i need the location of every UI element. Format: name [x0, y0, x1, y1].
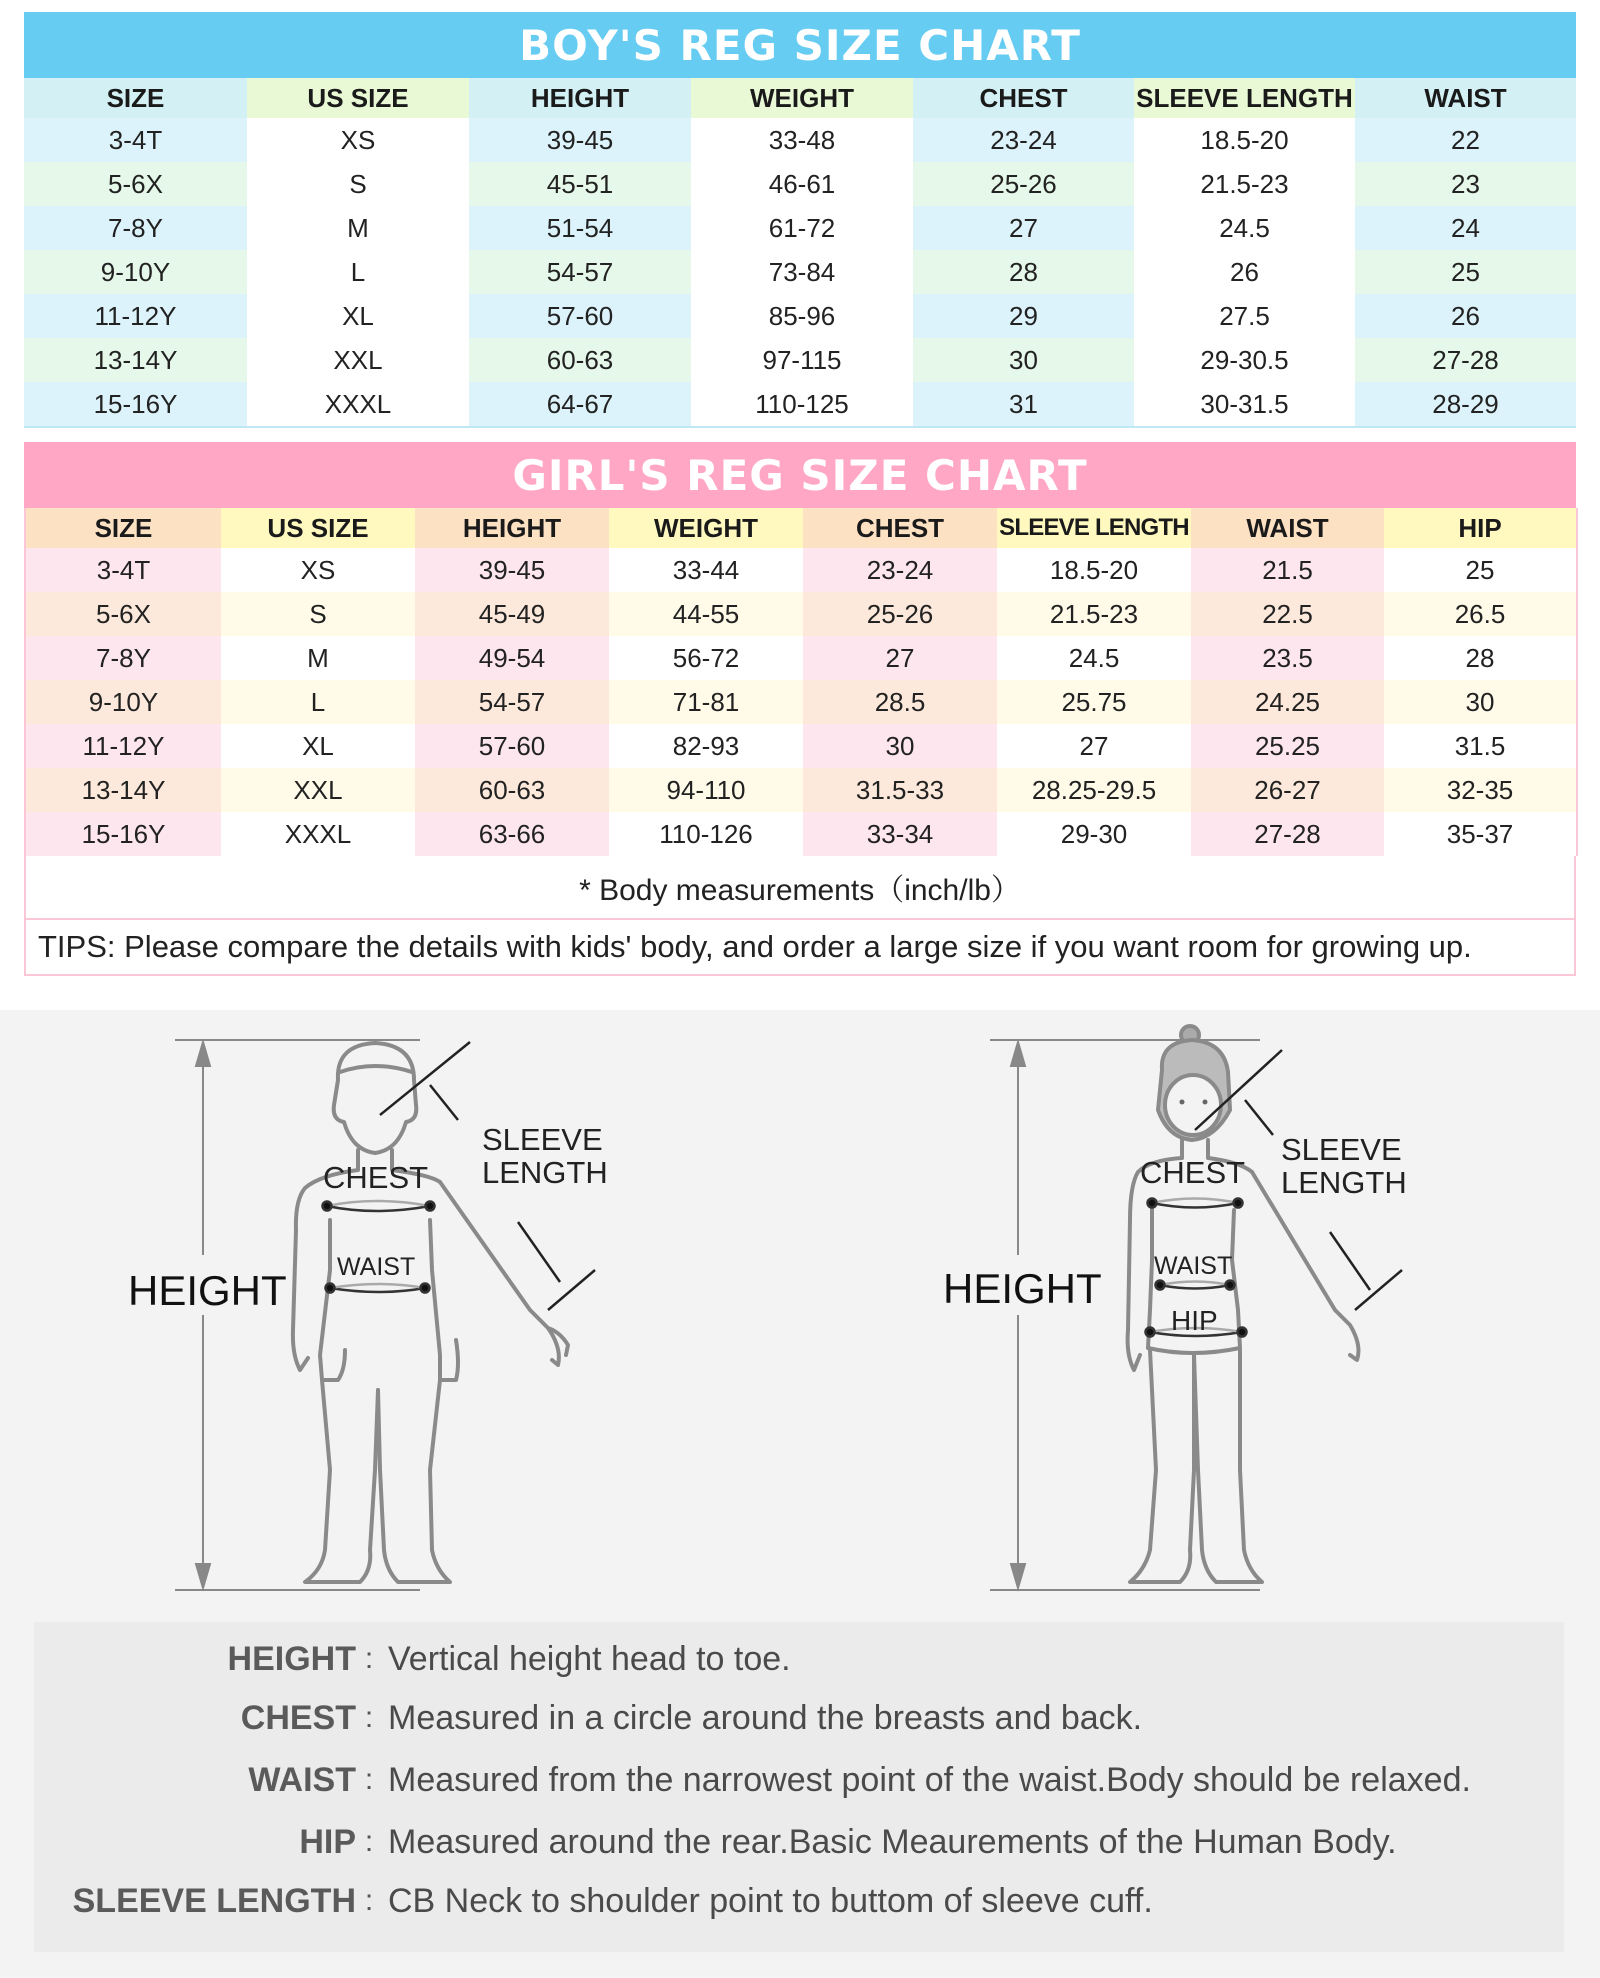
table-cell: XXL — [247, 338, 469, 382]
table-cell: 44-55 — [609, 592, 803, 636]
table-row — [24, 250, 1576, 294]
table-cell: 22.5 — [1191, 592, 1384, 636]
table-cell: 9-10Y — [25, 680, 221, 724]
table-cell: 51-54 — [469, 206, 691, 250]
girl-height-label: HEIGHT — [943, 1265, 1102, 1312]
table-cell: 26-27 — [1191, 768, 1384, 812]
girls-size-table — [24, 508, 1578, 856]
table-cell: 63-66 — [415, 812, 609, 856]
definition-height: HEIGHT : Vertical height head to toe. — [34, 1634, 791, 1684]
table-cell: 49-54 — [415, 636, 609, 680]
table-cell: M — [221, 636, 415, 680]
table-row — [25, 592, 1577, 636]
table-cell: 56-72 — [609, 636, 803, 680]
table-cell: 31.5 — [1384, 724, 1577, 768]
table-cell: 21.5-23 — [997, 592, 1191, 636]
table-row — [25, 768, 1577, 812]
table-cell: 29 — [913, 294, 1134, 338]
table-cell: 30 — [803, 724, 997, 768]
table-cell: 46-61 — [691, 162, 913, 206]
table-cell: 31.5-33 — [803, 768, 997, 812]
definition-waist: WAIST : Measured from the narrowest point of the waist.Body should be relaxed. — [34, 1755, 1471, 1805]
table-row — [24, 338, 1576, 382]
table-cell: 64-67 — [469, 382, 691, 427]
table-cell: 13-14Y — [25, 768, 221, 812]
table-cell: 27-28 — [1355, 338, 1576, 382]
table-cell: 21.5 — [1191, 548, 1384, 592]
table-cell: S — [247, 162, 469, 206]
table-cell: 57-60 — [415, 724, 609, 768]
table-cell: 23 — [1355, 162, 1576, 206]
table-row — [24, 382, 1576, 427]
definition-desc: Measured in a circle around the breasts and back. — [388, 1698, 1143, 1737]
table-cell: 23-24 — [803, 548, 997, 592]
table-cell: 23-24 — [913, 118, 1134, 162]
girl-chest-label: CHEST — [1140, 1155, 1246, 1190]
table-cell: 73-84 — [691, 250, 913, 294]
column-header: SIZE — [24, 78, 247, 118]
table-cell: 15-16Y — [24, 382, 247, 427]
column-header: US SIZE — [221, 508, 415, 548]
measurement-definitions — [34, 1622, 1564, 1952]
column-header: HIP — [1384, 508, 1577, 548]
table-cell: 33-44 — [609, 548, 803, 592]
definition-hip: HIP : Measured around the rear.Basic Meaurements of the Human Body. — [34, 1817, 1397, 1867]
table-cell: 30 — [1384, 680, 1577, 724]
table-cell: 26.5 — [1384, 592, 1577, 636]
table-cell: 29-30 — [997, 812, 1191, 856]
table-cell: 54-57 — [469, 250, 691, 294]
table-cell: 57-60 — [469, 294, 691, 338]
table-cell: 61-72 — [691, 206, 913, 250]
definition-term: SLEEVE LENGTH — [72, 1881, 356, 1920]
table-cell: XL — [247, 294, 469, 338]
table-cell: S — [221, 592, 415, 636]
table-row — [25, 548, 1577, 592]
table-cell: 18.5-20 — [1134, 118, 1355, 162]
table-cell: 22 — [1355, 118, 1576, 162]
table-cell: 7-8Y — [25, 636, 221, 680]
boys-size-chart — [24, 12, 1576, 428]
table-cell: 25-26 — [913, 162, 1134, 206]
column-header: US SIZE — [247, 78, 469, 118]
table-cell: 27 — [913, 206, 1134, 250]
table-cell: 28-29 — [1355, 382, 1576, 427]
table-cell: 32-35 — [1384, 768, 1577, 812]
table-cell: 27 — [803, 636, 997, 680]
table-cell: 21.5-23 — [1134, 162, 1355, 206]
boy-waist-label: WAIST — [337, 1253, 416, 1281]
table-cell: 31 — [913, 382, 1134, 427]
table-cell: XS — [247, 118, 469, 162]
definition-desc: Vertical height head to toe. — [388, 1639, 791, 1678]
table-cell: 35-37 — [1384, 812, 1577, 856]
column-header: CHEST — [913, 78, 1134, 118]
boys-size-table — [24, 78, 1576, 428]
girl-hip-label: HIP — [1171, 1305, 1218, 1336]
table-cell: 25 — [1355, 250, 1576, 294]
table-cell: XXL — [221, 768, 415, 812]
boys-chart-title: BOY'S REG SIZE CHART — [24, 12, 1576, 78]
table-cell: 26 — [1355, 294, 1576, 338]
table-cell: 94-110 — [609, 768, 803, 812]
definition-term: HIP — [299, 1822, 356, 1861]
table-cell: 3-4T — [25, 548, 221, 592]
table-cell: 85-96 — [691, 294, 913, 338]
table-cell: 82-93 — [609, 724, 803, 768]
table-cell: 23.5 — [1191, 636, 1384, 680]
girls-header-row — [25, 508, 1577, 548]
boys-header-row — [24, 78, 1576, 118]
table-cell: 9-10Y — [24, 250, 247, 294]
table-cell: 28.5 — [803, 680, 997, 724]
table-cell: 28.25-29.5 — [997, 768, 1191, 812]
boy-height-label: HEIGHT — [128, 1267, 287, 1314]
table-cell: 11-12Y — [24, 294, 247, 338]
table-cell: 30-31.5 — [1134, 382, 1355, 427]
girls-size-chart — [24, 442, 1576, 976]
boy-chest-label: CHEST — [323, 1160, 429, 1195]
girl-figure — [1128, 1026, 1359, 1582]
measurement-note: * Body measurements（inch/lb） — [24, 856, 1576, 920]
table-cell: 26 — [1134, 250, 1355, 294]
table-row — [24, 162, 1576, 206]
table-cell: XL — [221, 724, 415, 768]
table-cell: 28 — [1384, 636, 1577, 680]
table-cell: 24.5 — [997, 636, 1191, 680]
table-row — [25, 812, 1577, 856]
column-header: HEIGHT — [469, 78, 691, 118]
table-cell: XXXL — [247, 382, 469, 427]
table-row — [24, 118, 1576, 162]
definition-term: WAIST — [248, 1760, 356, 1799]
table-cell: 11-12Y — [25, 724, 221, 768]
definition-sleeve-length: SLEEVE LENGTH : CB Neck to shoulder point to buttom of sleeve cuff. — [34, 1876, 1153, 1926]
table-cell: 39-45 — [415, 548, 609, 592]
table-row — [25, 680, 1577, 724]
table-cell: XXXL — [221, 812, 415, 856]
table-cell: 54-57 — [415, 680, 609, 724]
table-cell: 25.75 — [997, 680, 1191, 724]
column-header: WAIST — [1355, 78, 1576, 118]
table-cell: 45-49 — [415, 592, 609, 636]
column-header: WEIGHT — [691, 78, 913, 118]
column-header: HEIGHT — [415, 508, 609, 548]
table-cell: M — [247, 206, 469, 250]
boy-sleeve-label-2: LENGTH — [482, 1155, 608, 1190]
table-cell: 71-81 — [609, 680, 803, 724]
table-cell: 45-51 — [469, 162, 691, 206]
table-cell: 13-14Y — [24, 338, 247, 382]
table-cell: 27-28 — [1191, 812, 1384, 856]
table-cell: 25 — [1384, 548, 1577, 592]
table-cell: 25.25 — [1191, 724, 1384, 768]
girl-sleeve-label-1: SLEEVE — [1281, 1132, 1402, 1167]
table-cell: 24 — [1355, 206, 1576, 250]
boy-sleeve-label-1: SLEEVE — [482, 1122, 603, 1157]
table-cell: 33-48 — [691, 118, 913, 162]
table-cell: XS — [221, 548, 415, 592]
table-cell: 27.5 — [1134, 294, 1355, 338]
table-cell: 3-4T — [24, 118, 247, 162]
table-row — [24, 206, 1576, 250]
girl-sleeve-label-2: LENGTH — [1281, 1165, 1407, 1200]
column-header: WEIGHT — [609, 508, 803, 548]
table-cell: 97-115 — [691, 338, 913, 382]
definition-term: CHEST — [240, 1698, 356, 1737]
column-header: CHEST — [803, 508, 997, 548]
table-cell: 7-8Y — [24, 206, 247, 250]
definition-desc: CB Neck to shoulder point to buttom of sleeve cuff. — [388, 1881, 1153, 1920]
table-cell: 29-30.5 — [1134, 338, 1355, 382]
table-cell: 27 — [997, 724, 1191, 768]
table-cell: 39-45 — [469, 118, 691, 162]
tips-text: TIPS: Please compare the details with kids' body, and order a large size if you want room for growing up. — [24, 920, 1576, 976]
definition-desc: Measured around the rear.Basic Meaurements of the Human Body. — [388, 1822, 1397, 1861]
table-cell: 110-126 — [609, 812, 803, 856]
table-cell: 24.25 — [1191, 680, 1384, 724]
table-row — [25, 636, 1577, 680]
definition-desc: Measured from the narrowest point of the waist.Body should be relaxed. — [388, 1760, 1471, 1799]
table-cell: 60-63 — [469, 338, 691, 382]
table-cell: 5-6X — [25, 592, 221, 636]
definition-chest: CHEST : Measured in a circle around the breasts and back. — [34, 1693, 1142, 1743]
column-header: SLEEVE LENGTH — [1134, 78, 1355, 118]
table-cell: L — [247, 250, 469, 294]
table-cell: 25-26 — [803, 592, 997, 636]
definition-term: HEIGHT — [227, 1639, 356, 1678]
table-cell: L — [221, 680, 415, 724]
table-cell: 60-63 — [415, 768, 609, 812]
table-cell: 33-34 — [803, 812, 997, 856]
girls-chart-title: GIRL'S REG SIZE CHART — [24, 442, 1576, 508]
table-cell: 30 — [913, 338, 1134, 382]
table-row — [24, 294, 1576, 338]
girl-waist-label: WAIST — [1154, 1252, 1233, 1280]
column-header: SLEEVE LENGTH — [997, 508, 1191, 548]
body-figures — [0, 1010, 1600, 1630]
table-cell: 18.5-20 — [997, 548, 1191, 592]
column-header: WAIST — [1191, 508, 1384, 548]
table-cell: 110-125 — [691, 382, 913, 427]
table-cell: 5-6X — [24, 162, 247, 206]
column-header: SIZE — [25, 508, 221, 548]
table-row — [25, 724, 1577, 768]
table-cell: 24.5 — [1134, 206, 1355, 250]
table-cell: 28 — [913, 250, 1134, 294]
table-cell: 15-16Y — [25, 812, 221, 856]
